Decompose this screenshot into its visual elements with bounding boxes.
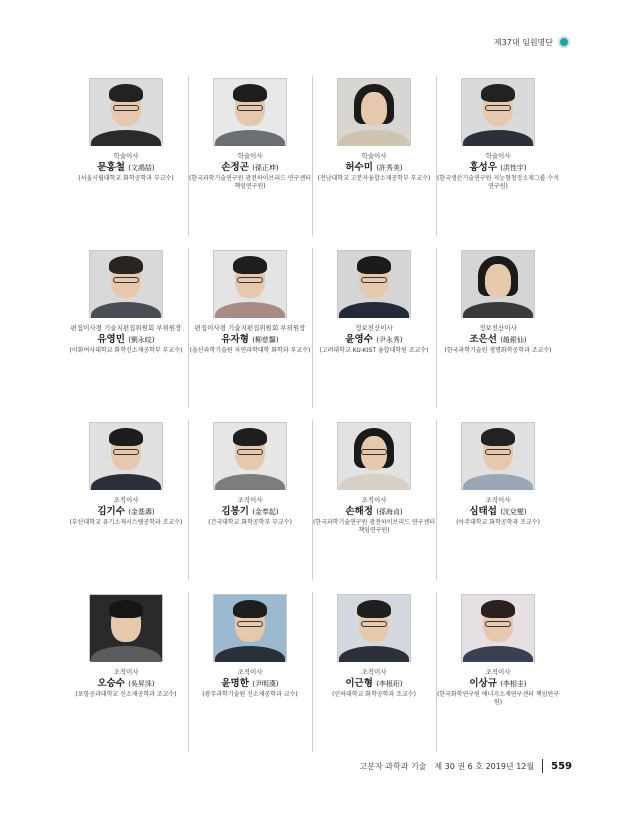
member-name-line <box>188 161 312 175</box>
member-name: 이상규 <box>469 678 497 689</box>
member-name: 조은선 <box>469 334 497 345</box>
member-affiliation: (한국화학연구원 에너지소재연구센터 책임연구원) <box>436 691 560 706</box>
member-role: 편집이사겸 기술지편집위원회 부위원장 <box>70 324 182 332</box>
member-hanja: (劉永旼) <box>128 336 155 344</box>
member-hanja: (金奉起) <box>252 508 279 516</box>
member-portrait <box>461 250 535 318</box>
member-name: 오승수 <box>97 678 125 689</box>
section-marker-icon <box>558 36 570 48</box>
member-role: 정보전산이사 <box>479 324 517 332</box>
member-affiliation: (부산대학교 유기소재시스템공학과 조교수) <box>69 519 183 526</box>
member-affiliation: (아주대학교 화학공학과 조교수) <box>456 519 540 526</box>
member-name: 윤영수 <box>345 334 373 345</box>
member-name: 심태섭 <box>469 506 497 517</box>
member-affiliation: (한국생산기술연구원 지능형청정소재그룹 수석연구원) <box>436 175 560 190</box>
member-portrait <box>213 422 287 490</box>
member-affiliation: (한국과학기술원 생명화학공학과 조교수) <box>444 347 552 354</box>
member-portrait <box>461 78 535 146</box>
member-name: 문홍철 <box>97 162 125 173</box>
member-card <box>188 72 312 244</box>
member-portrait <box>213 250 287 318</box>
member-hanja: (尹明漢) <box>252 680 279 688</box>
section-title: 제37대 임원명단 <box>493 37 553 47</box>
member-name-line <box>312 677 436 691</box>
member-name-line <box>312 333 436 347</box>
member-name-line <box>188 505 312 519</box>
member-portrait <box>213 594 287 662</box>
member-card <box>312 72 436 244</box>
member-role: 조직이사 <box>485 668 511 676</box>
member-portrait <box>337 422 411 490</box>
member-name-line <box>436 677 560 691</box>
member-name: 윤명한 <box>221 678 249 689</box>
member-role: 학술이사 <box>485 152 511 160</box>
member-hanja: (孫正坤) <box>252 164 279 172</box>
member-name-line <box>188 677 312 691</box>
member-affiliation: (포항공과대학교 신소재공학과 조교수) <box>75 691 177 698</box>
member-affiliation: (광주과학기술원 신소재공학과 교수) <box>202 691 298 698</box>
member-card <box>188 244 312 416</box>
member-hanja: (柳慈馨) <box>252 336 279 344</box>
member-role: 학술이사 <box>113 152 139 160</box>
page-footer <box>359 759 572 773</box>
member-hanja: (沈兌燮) <box>500 508 527 516</box>
member-grid <box>64 72 560 760</box>
member-portrait <box>461 594 535 662</box>
member-name-line <box>312 161 436 175</box>
member-name-line <box>312 505 436 519</box>
member-portrait <box>89 422 163 490</box>
member-name-line <box>64 505 188 519</box>
member-affiliation: (이화여자대학교 화학신소재공학부 부교수) <box>69 347 183 354</box>
member-hanja: (李相圭) <box>500 680 527 688</box>
page-number: 559 <box>551 760 572 772</box>
member-affiliation: (한국과학기술연구원 광전하이브리드 연구센터 책임연구원) <box>188 175 312 190</box>
member-card <box>436 72 560 244</box>
member-name: 허수미 <box>345 162 373 173</box>
member-name: 이근형 <box>345 678 373 689</box>
member-name-line <box>64 333 188 347</box>
member-portrait <box>461 422 535 490</box>
member-hanja: (金基壽) <box>128 508 155 516</box>
member-name: 김기수 <box>97 506 125 517</box>
member-name: 손해정 <box>345 506 373 517</box>
member-hanja: (文鴻喆) <box>128 164 155 172</box>
member-card <box>64 72 188 244</box>
member-name-line <box>188 333 312 347</box>
member-portrait <box>89 78 163 146</box>
member-role: 학술이사 <box>361 152 387 160</box>
member-card <box>312 416 436 588</box>
member-role: 조직이사 <box>113 496 139 504</box>
member-role: 조직이사 <box>237 668 263 676</box>
member-role: 조직이사 <box>361 496 387 504</box>
member-affiliation: (인하대학교 화학공학과 조교수) <box>332 691 416 698</box>
member-affiliation: (울산과학기술원 자연과학대학 화학과 부교수) <box>189 347 311 354</box>
member-name-line <box>64 677 188 691</box>
member-affiliation: (서울시립대학교 화학공학과 부교수) <box>78 175 174 182</box>
page-header <box>494 36 570 48</box>
member-hanja: (李根珩) <box>376 680 403 688</box>
member-role: 조직이사 <box>237 496 263 504</box>
member-name: 유영민 <box>97 334 125 345</box>
member-hanja: (尹永秀) <box>376 336 403 344</box>
member-role: 조직이사 <box>113 668 139 676</box>
member-portrait <box>89 594 163 662</box>
member-name: 손정곤 <box>221 162 249 173</box>
member-hanja: (趙銀仙) <box>500 336 527 344</box>
member-portrait <box>337 594 411 662</box>
member-role: 편집이사겸 기술지편집위원회 부위원장 <box>194 324 306 332</box>
member-affiliation: (전남대학교 고분자융합소재공학부 부교수) <box>317 175 431 182</box>
member-card <box>64 588 188 760</box>
member-card <box>312 588 436 760</box>
footer-divider <box>542 759 543 773</box>
member-hanja: (洪性宇) <box>500 164 527 172</box>
member-card <box>312 244 436 416</box>
member-portrait <box>337 250 411 318</box>
member-card <box>64 416 188 588</box>
member-role: 정보전산이사 <box>355 324 393 332</box>
member-role: 조직이사 <box>361 668 387 676</box>
journal-name: 고분자 과학과 기술 <box>359 761 427 771</box>
member-affiliation: (고려대학교 KU-KIST 융합대학원 조교수) <box>319 347 429 354</box>
member-hanja: (許秀美) <box>376 164 403 172</box>
member-card <box>436 416 560 588</box>
member-affiliation: (건국대학교 화학공학부 부교수) <box>208 519 292 526</box>
member-name-line <box>436 333 560 347</box>
member-name: 홍성우 <box>469 162 497 173</box>
member-hanja: (吳昇洙) <box>128 680 155 688</box>
member-card <box>64 244 188 416</box>
member-affiliation: (한국과학기술연구원 광전하이브리드 연구센터 책임연구원) <box>312 519 436 534</box>
member-portrait <box>89 250 163 318</box>
member-card <box>188 588 312 760</box>
member-card <box>188 416 312 588</box>
member-name-line <box>64 161 188 175</box>
member-portrait <box>337 78 411 146</box>
member-card <box>436 588 560 760</box>
member-name: 유자형 <box>221 334 249 345</box>
member-portrait <box>213 78 287 146</box>
member-role: 학술이사 <box>237 152 263 160</box>
member-name-line <box>436 161 560 175</box>
member-card <box>436 244 560 416</box>
issue-info: 제 30 권 6 호 2019년 12월 <box>434 761 535 771</box>
member-role: 조직이사 <box>485 496 511 504</box>
member-name-line <box>436 505 560 519</box>
member-name: 김봉기 <box>221 506 249 517</box>
member-hanja: (孫海貞) <box>376 508 403 516</box>
